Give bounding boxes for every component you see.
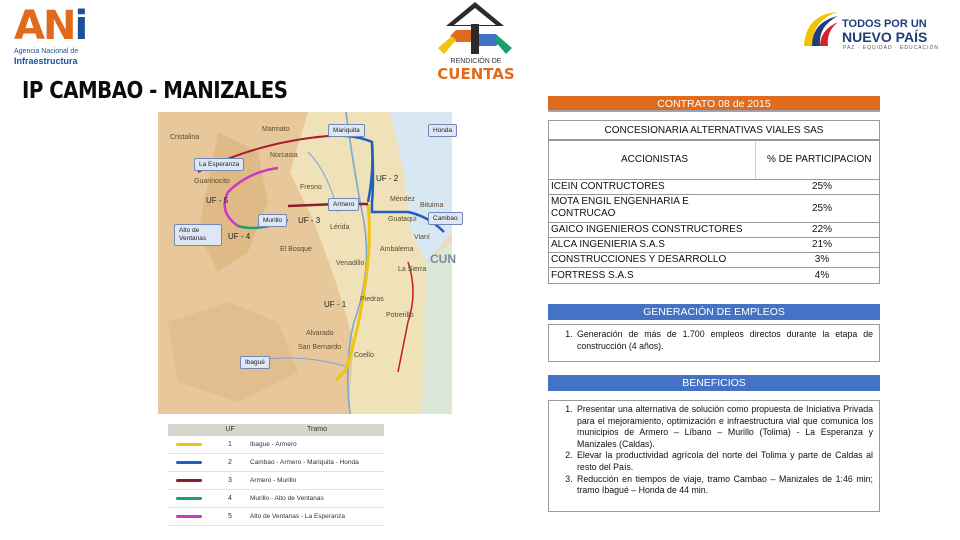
legend-row: [168, 454, 384, 472]
place-label: Marmato: [262, 126, 290, 133]
accionista-pct: 21%: [811, 239, 832, 250]
accionista-name: ALCA INGENIERIA S.A.S: [551, 239, 665, 250]
ani-logo-mark: ANi: [14, 3, 87, 49]
place-label: Piedras: [360, 296, 384, 303]
route-legend: [168, 424, 384, 528]
legend-tramo: Cambao - Armero - Mariquita - Honda: [250, 459, 359, 466]
place-label: San Bernardo: [298, 344, 342, 351]
beneficios-header: BENEFICIOS: [548, 375, 880, 391]
route-map: [158, 112, 458, 414]
place-label: Vianí: [414, 234, 430, 241]
place-label: El Bosque: [280, 246, 312, 253]
gobierno-line1: TODOS POR UN: [842, 18, 927, 30]
legend-row: [168, 436, 384, 454]
uf-label-1: UF - 1: [324, 300, 347, 309]
legend-tramo: Alto de Ventanas - La Esperanza: [250, 513, 346, 520]
legend-row: [168, 508, 384, 526]
uf-label-2: UF - 2: [376, 174, 399, 183]
concesionaria-name: CONCESIONARIA ALTERNATIVAS VIALES SAS: [548, 120, 880, 140]
road-sign-icon: [416, 0, 534, 60]
map-box-ibague: Ibagué: [240, 356, 270, 369]
place-label: Guarinocito: [194, 178, 230, 185]
rendicion-line2: CUENTAS: [437, 65, 515, 83]
colombia-flag-swoosh-icon: [798, 6, 842, 54]
gobierno-logo: [798, 4, 948, 56]
legend-header-uf: UF: [225, 426, 235, 433]
accionista-name: ICEIN CONTRUCTORES: [551, 181, 665, 192]
place-label: Cristalina: [170, 134, 200, 141]
legend-uf: 5: [228, 513, 232, 520]
place-label: Lérida: [330, 224, 350, 231]
beneficios-box: [548, 400, 880, 512]
beneficio-item: 3. Reducción en tiempos de viaje, tramo Cambao – Manizales de 1:46 min; tramo Ibagué – Honda de 44 min.: [575, 474, 873, 497]
gobierno-line3: PAZ · EQUIDAD · EDUCACIÓN: [843, 45, 940, 51]
legend-uf: 4: [228, 495, 232, 502]
accionista-pct: 4%: [814, 270, 830, 281]
legend-row: [168, 490, 384, 508]
table-row: [549, 222, 879, 237]
legend-row: [168, 472, 384, 490]
place-label: Coello: [354, 352, 374, 359]
uf-label-5: UF - 5: [206, 196, 229, 205]
map-box-armero: Armero: [328, 198, 359, 211]
place-label: Potrerillo: [386, 312, 414, 319]
legend-uf: 1: [228, 441, 232, 448]
table-header-accionistas: ACCIONISTAS: [621, 154, 689, 165]
place-label: CUN: [430, 252, 456, 266]
ani-logo-line1: Agencia Nacional de: [14, 48, 79, 55]
empleo-item: 1. Generación de más de 1.700 empleos directos durante la etapa de construcción (4 años).: [575, 329, 873, 352]
table-row: [549, 194, 879, 222]
place-label: Norcasia: [270, 152, 298, 159]
place-label: Ambalema: [380, 246, 414, 253]
empleo-header: GENERACIÓN DE EMPLEOS: [548, 304, 880, 320]
place-label: Fresno: [300, 184, 322, 191]
map-box-cambao: Cambao: [428, 212, 463, 225]
ani-logo-line2: Infraestructura: [14, 56, 78, 66]
legend-header: [168, 424, 384, 436]
place-label: Bituima: [420, 202, 444, 209]
rendicion-line1: RENDICIÓN DE: [450, 58, 502, 65]
uf-label-3: UF - 3: [298, 216, 321, 225]
table-row: [549, 267, 879, 284]
map-box-murillo: Murillo: [258, 214, 287, 227]
empleo-box: [548, 324, 880, 362]
legend-line-swatch: [176, 515, 202, 518]
accionista-name: MOTA ENGIL ENGENHARIA E CONTRUCAO: [551, 196, 689, 219]
accionista-pct: 25%: [811, 203, 832, 214]
table-row: [549, 252, 879, 267]
beneficio-item: 2. Elevar la productividad agrícola del norte del Tolima y parte de Caldas al resto del País.: [575, 450, 873, 473]
table-row: [549, 237, 879, 252]
place-label: Méndez: [390, 196, 415, 203]
accionista-pct: 22%: [811, 224, 832, 235]
table-header-row: [549, 141, 879, 179]
ani-logo: [14, 3, 110, 66]
accionista-name: GAICO INGENIEROS CONSTRUCTORES: [551, 224, 743, 235]
legend-line-swatch: [176, 497, 202, 500]
contrato-header: CONTRATO 08 de 2015: [548, 96, 880, 112]
place-label: Guataquí: [388, 216, 417, 223]
legend-uf: 2: [228, 459, 232, 466]
accionista-pct: 25%: [811, 181, 832, 192]
accionista-name: FORTRESS S.A.S: [551, 270, 634, 281]
legend-line-swatch: [176, 443, 202, 446]
uf-label-4: UF - 4: [228, 232, 251, 241]
table-header-participacion: % DE PARTICIPACION: [767, 154, 872, 165]
beneficio-item: 1. Presentar una alternativa de solución como propuesta de Iniciativa Privada para el mejoramiento, optimización e infraestructura vial que comunica los municipios de Armero – Líbano – Murillo (Tolima) - La Esperanza y Manizales (Caldas).: [575, 404, 873, 450]
page-title: IP CAMBAO - MANIZALES: [22, 78, 288, 104]
accionista-name: CONSTRUCCIONES Y DESARROLLO: [551, 254, 727, 265]
legend-tramo: Ibague - Armero: [250, 441, 297, 448]
legend-tramo: Armero - Murillo: [250, 477, 297, 484]
legend-uf: 3: [228, 477, 232, 484]
gobierno-line2: NUEVO PAÍS: [842, 29, 928, 45]
place-label: Alvarado: [306, 330, 334, 337]
map-box-la-esperanza: La Esperanza: [194, 158, 244, 171]
accionistas-table: [548, 140, 880, 284]
rendicion-cuentas-logo: [416, 0, 534, 88]
map-box-mariquita: Mariquita: [328, 124, 365, 137]
legend-line-swatch: [176, 461, 202, 464]
place-label: La Sierra: [398, 266, 427, 273]
map-box-alto-ventanas: Alto de Ventanas: [174, 224, 222, 246]
legend-line-swatch: [176, 479, 202, 482]
column-divider: [755, 141, 756, 179]
place-label: Venadillo: [336, 260, 365, 267]
legend-tramo: Murillo - Alto de Ventanas: [250, 495, 324, 502]
table-row: [549, 179, 879, 194]
accionista-pct: 3%: [814, 254, 830, 265]
map-box-honda: Honda: [428, 124, 457, 137]
legend-header-tramo: Tramo: [307, 426, 327, 433]
